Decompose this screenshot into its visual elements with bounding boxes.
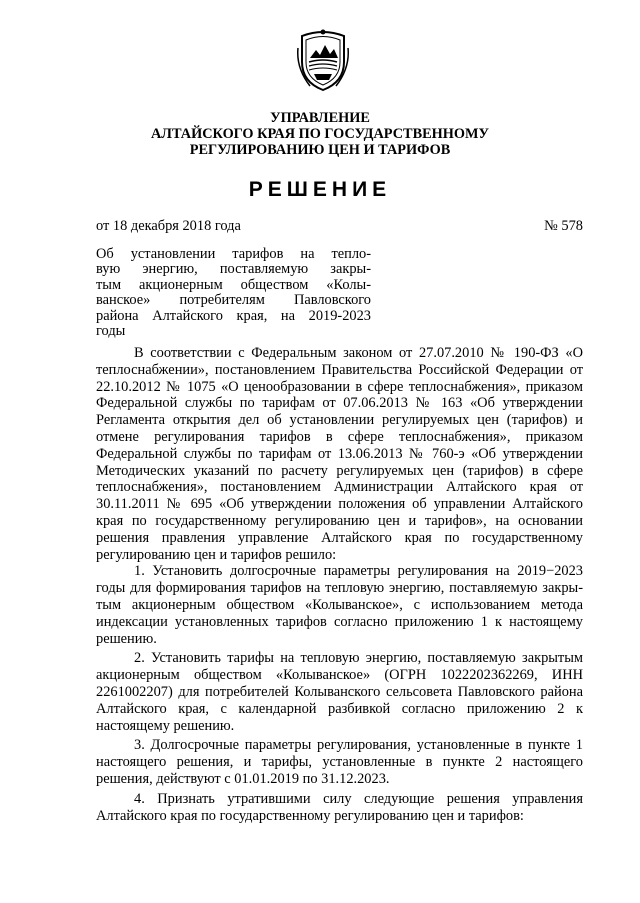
item-1-line: индексации установленных тарифов согласно приложению 1 к настоящему	[96, 613, 583, 630]
preamble-line: 22.10.2012 № 1075 «О ценообразовании в сфере теплоснабжения», приказом	[96, 378, 583, 395]
item-1-line: решению.	[96, 630, 157, 647]
preamble-line: решения правления управление Алтайского края по государственному	[96, 529, 583, 546]
item-1-line: тым акционерным обществом «Колыванское», с использованием метода	[96, 596, 583, 613]
authority-line: РЕГУЛИРОВАНИЮ ЦЕН И ТАРИФОВ	[189, 142, 451, 158]
item-1-line: годы для формирования тарифов на тепловую энергию, поставляемую закры-	[96, 580, 583, 597]
preamble-line: Федеральной службы по тарифам от 07.06.2013 № 163 «Об утверждении	[96, 395, 583, 412]
subject-line: тым акционерным обществом «Колы-	[96, 276, 371, 293]
document-type-title: РЕШЕНИЕ	[248, 178, 392, 201]
item-1-line: 1. Установить долгосрочные параметры регулирования на 2019−2023	[134, 563, 583, 580]
preamble-line: Федеральной службы по тарифам от 13.06.2013 № 760-э «Об утверждении	[96, 445, 583, 462]
preamble-line: теплоснабжения», постановлением Администрации Алтайского края от	[96, 479, 583, 496]
document-body	[96, 345, 583, 824]
item-2-line: настоящему решению.	[96, 717, 235, 734]
item-2-line: акционерным обществом «Колыванское» (ОГРН 1022202362269, ИНН	[96, 667, 583, 684]
item-3-line: настоящего решения, и тарифы, установленные в пункте 2 настоящего	[96, 754, 583, 771]
authority-line: АЛТАЙСКОГО КРАЯ ПО ГОСУДАРСТВЕННОМУ	[150, 126, 489, 142]
preamble-line: отмене регулирования тарифов в сфере теплоснабжения», приказом	[96, 428, 583, 445]
document-number: № 578	[544, 218, 583, 234]
document-subject	[96, 247, 371, 339]
subject-line: вую энергию, поставляемую закры-	[96, 261, 371, 278]
preamble-line: Методических указаний по расчету регулируемых цен (тарифов) в сфере	[96, 462, 583, 479]
preamble-line: Регламента открытия дел об установлении регулируемых цен (тарифов) и	[96, 412, 583, 429]
item-4-line: 4. Признать утратившими силу следующие решения управления	[134, 790, 583, 807]
item-2-line: 2. Установить тарифы на тепловую энергию, поставляемую закрытым	[134, 650, 583, 667]
preamble-line: края по государственному регулированию цен и тарифов», на основании	[96, 512, 583, 529]
item-3-line: 3. Долгосрочные параметры регулирования, установленные в пункте 1	[134, 737, 583, 754]
preamble-line: В соответствии с Федеральным законом от 27.07.2010 № 190-ФЗ «О	[134, 345, 583, 361]
document-date: от 18 декабря 2018 года	[96, 218, 241, 234]
subject-line: ванское» потребителям Павловского	[96, 292, 371, 309]
preamble-line: 30.11.2011 № 695 «Об утверждении положения об управлении Алтайского	[96, 496, 583, 513]
preamble-line: регулированию цен и тарифов решило:	[96, 546, 337, 563]
subject-line: годы	[96, 323, 126, 340]
preamble-line: теплоснабжении», постановлением Правительства Российской Федерации от	[96, 361, 583, 378]
authority-line: УПРАВЛЕНИЕ	[270, 110, 370, 126]
subject-line: Об установлении тарифов на тепло-	[96, 246, 371, 262]
item-4-line: Алтайского края по государственному регулированию цен и тарифов:	[96, 807, 524, 824]
issuing-authority	[60, 110, 580, 158]
item-3-line: решения, действуют с 01.01.2019 по 31.12.2023.	[96, 770, 390, 787]
item-2-line: 2261002207) для потребителей Колыванского сельсовета Павловского района	[96, 683, 583, 700]
coat-of-arms-emblem-icon	[296, 28, 350, 92]
item-2-line: Алтайского края, с календарной разбивкой согласно приложению 2 к	[96, 700, 583, 717]
subject-line: района Алтайского края, на 2019-2023	[96, 307, 371, 324]
